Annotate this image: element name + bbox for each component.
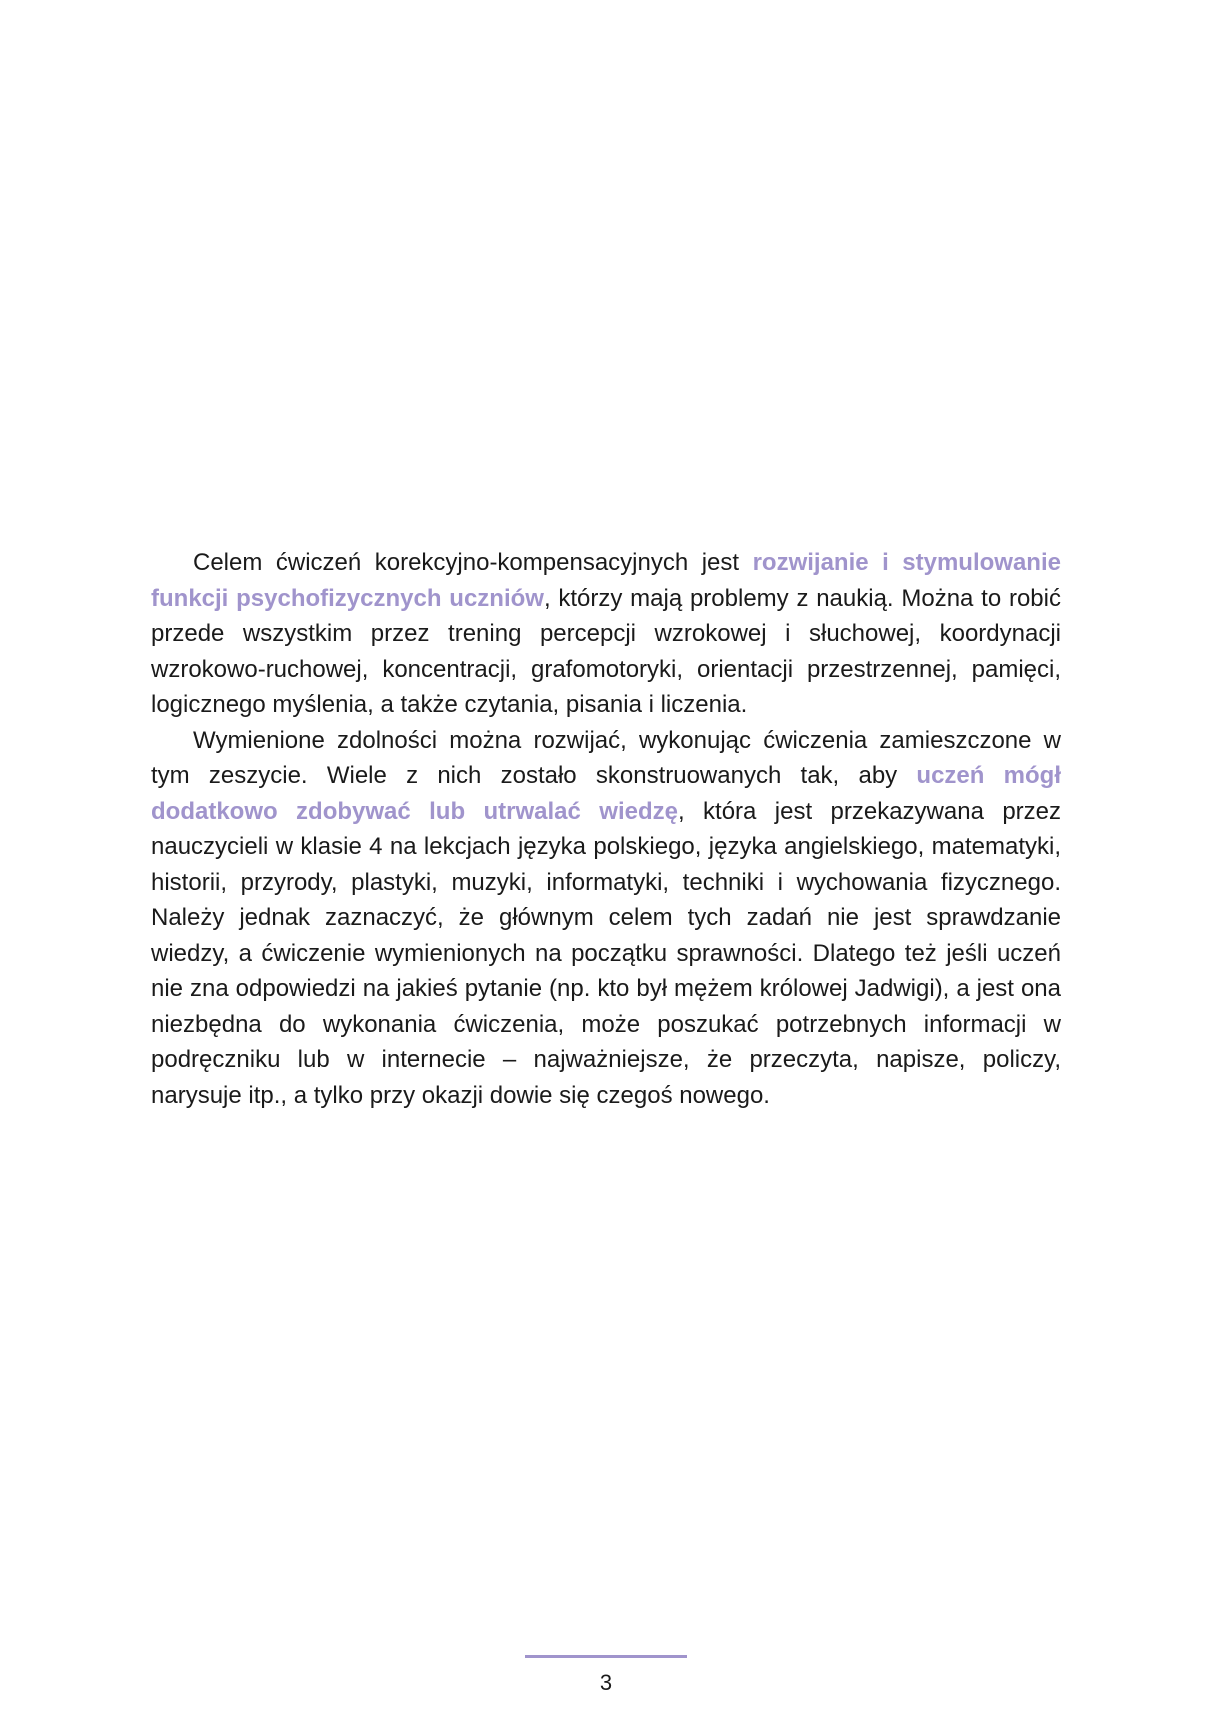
paragraph-2-highlight: uczeń mógł dodatkowo zdobywać lub utrwalać wiedzę (151, 762, 1061, 825)
body-text (151, 545, 1061, 1113)
footer-divider (525, 1655, 687, 1658)
paragraph-1-rest: , którzy mają problemy z naukią. Można to robić przede wszystkim przez trening percepcji wzrokowej i słuchowej, koordynacji wzrokowo-ruchowej, koncentracji, grafomotoryki, orientacji przestrzennej, pamięci, logicznego myślenia, a także czytania, pisania i liczenia. (151, 584, 1061, 718)
paragraph-1 (151, 545, 1061, 723)
page-number: 3 (599, 1670, 613, 1695)
paragraph-2-intro: Wymienione zdolności można rozwijać, wykonując ćwiczenia zamieszczone w tym zeszycie. Wiele z nich zostało skonstruowanych tak, aby (151, 726, 1061, 789)
paragraph-2 (151, 723, 1061, 1114)
paragraph-1-intro: Celem ćwiczeń korekcyjno-kompensacyjnych jest (193, 549, 753, 576)
paragraph-1-highlight: rozwijanie i stymulowanie funkcji psychofizycznych uczniów (151, 549, 1061, 612)
paragraph-2-rest: , która jest przekazywana przez nauczycieli w klasie 4 na lekcjach języka polskiego, języka angielskiego, matematyki, historii, przyrody, plastyki, muzyki, informatyki, techniki i wychowania fizycznego. Należy jednak zaznaczyć, że głównym celem tych zadań nie jest sprawdzanie wiedzy, a ćwiczenie wymienionych na początku sprawności. Dlatego też jeśli uczeń nie zna odpowiedzi na jakieś pytanie (np. kto był mężem królowej Jadwigi), a jest ona niezbędna do wykonania ćwiczenia, może poszukać potrzebnych informacji w podręczniku lub w internecie – najważniejsze, że przeczyta, napisze, policzy, narysuje itp., a tylko przy okazji dowie się czegoś nowego. (151, 797, 1061, 1109)
